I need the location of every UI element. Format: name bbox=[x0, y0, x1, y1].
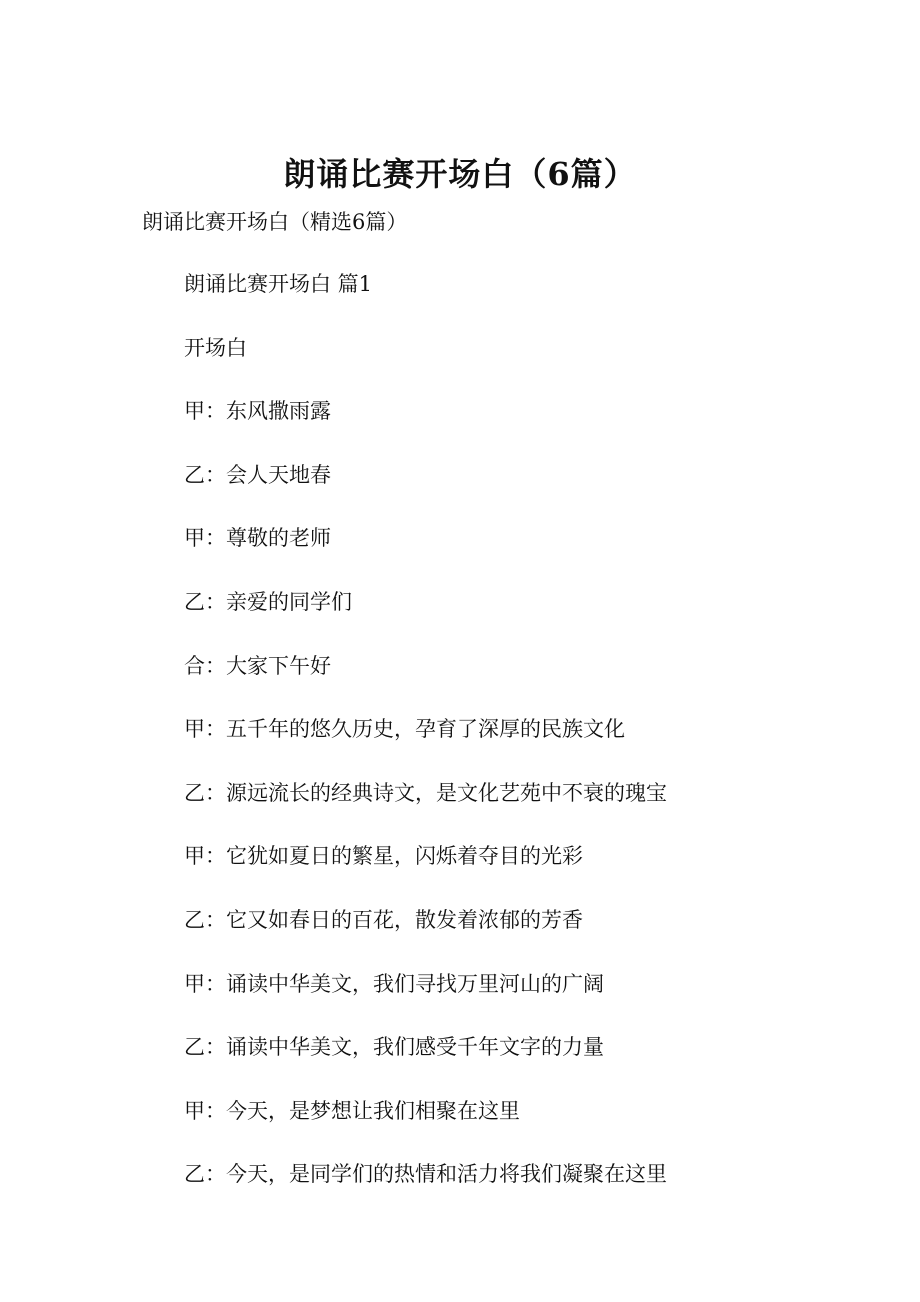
document-title: 朗诵比赛开场白（6篇） bbox=[283, 155, 637, 193]
paragraph-line: 甲：诵读中华美文，我们寻找万里河山的广阔 bbox=[184, 971, 604, 996]
document-subtitle: 朗诵比赛开场白（精选6篇） bbox=[142, 210, 408, 234]
paragraph-line: 甲：尊敬的老师 bbox=[184, 526, 331, 551]
paragraph-line: 乙：今天，是同学们的热情和活力将我们凝聚在这里 bbox=[184, 1162, 667, 1187]
paragraph-line: 甲：五千年的悠久历史，孕育了深厚的民族文化 bbox=[184, 717, 625, 742]
paragraph-line: 甲：今天，是梦想让我们相聚在这里 bbox=[184, 1098, 520, 1123]
script-lines bbox=[184, 268, 884, 1222]
paragraph-line: 乙：源远流长的经典诗文，是文化艺苑中不衰的瑰宝 bbox=[184, 780, 667, 805]
paragraph-line: 乙：会人天地春 bbox=[184, 462, 331, 487]
paragraph-line: 乙：诵读中华美文，我们感受千年文字的力量 bbox=[184, 1035, 604, 1060]
paragraph-line: 开场白 bbox=[184, 335, 247, 360]
paragraph-line: 甲：东风撒雨露 bbox=[184, 399, 331, 424]
paragraph-line: 合：大家下午好 bbox=[184, 653, 331, 678]
paragraph-line: 乙：它又如春日的百花，散发着浓郁的芳香 bbox=[184, 907, 583, 932]
paragraph-line: 甲：它犹如夏日的繁星，闪烁着夺目的光彩 bbox=[184, 844, 583, 869]
paragraph-line: 乙：亲爱的同学们 bbox=[184, 589, 352, 614]
section-heading: 朗诵比赛开场白 篇1 bbox=[184, 272, 373, 296]
